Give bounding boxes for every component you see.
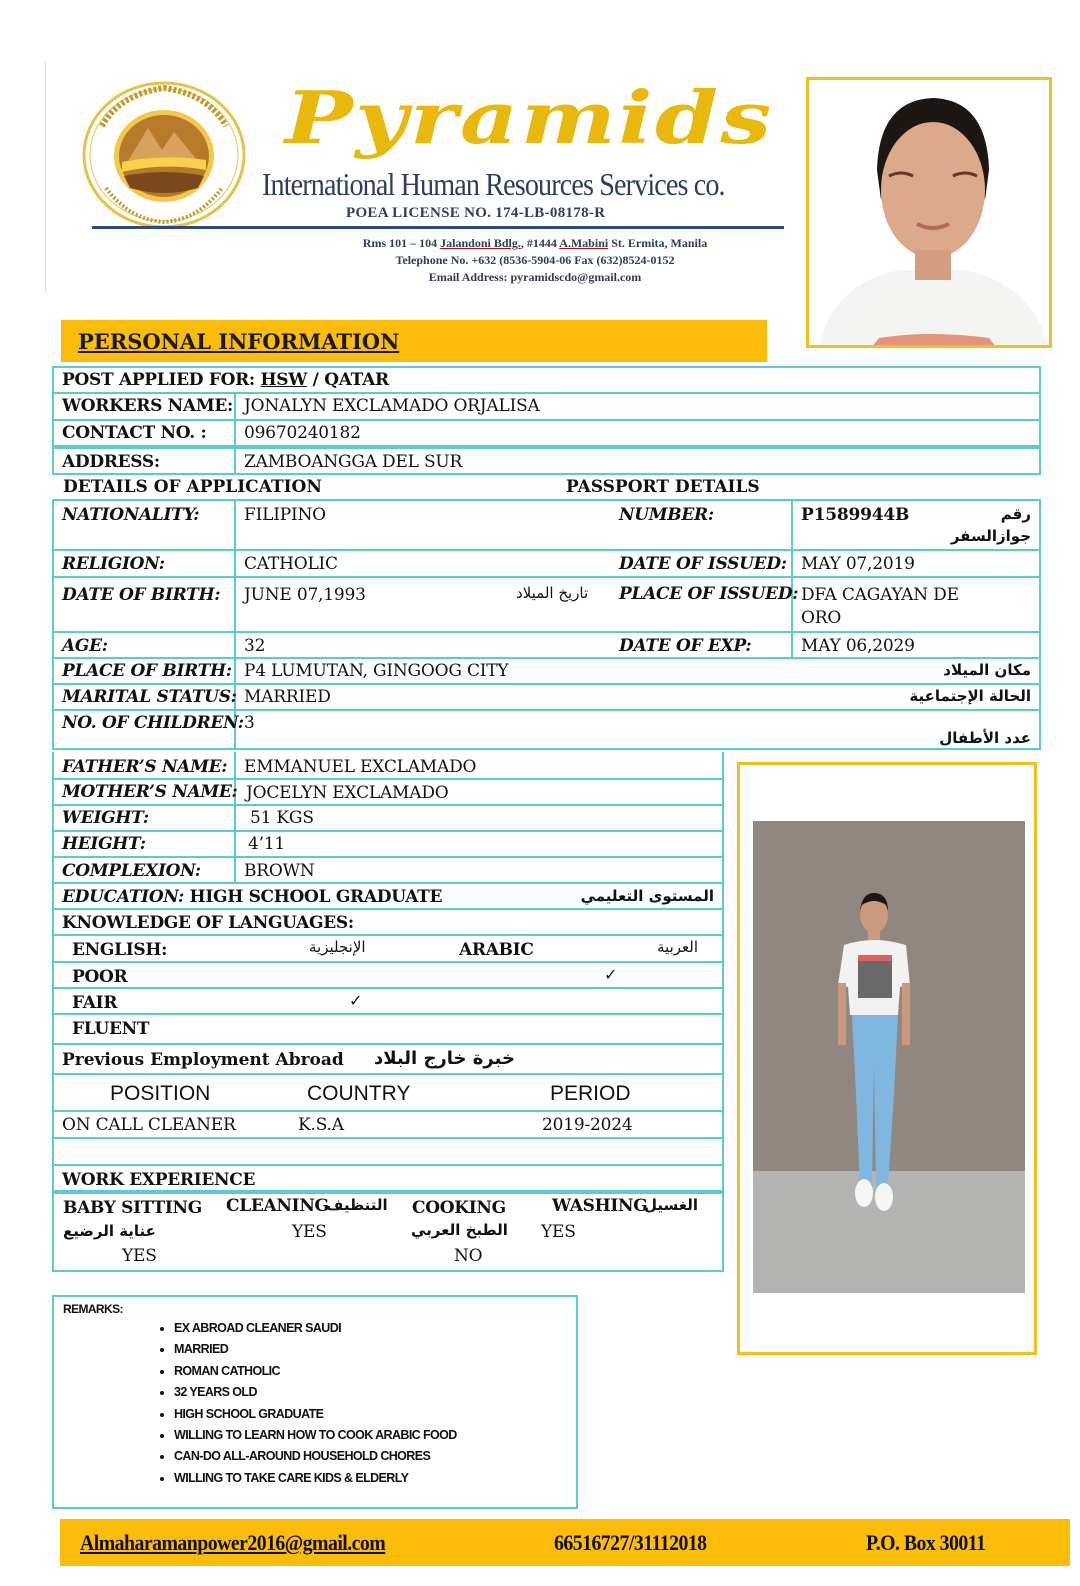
contact-row: [54, 421, 1039, 449]
place-issued-value: DFA CAGAYAN DE: [801, 585, 959, 605]
education-value: HIGH SCHOOL GRADUATE: [183, 887, 443, 907]
children-arabic: عدد الأطفال: [939, 729, 1031, 747]
remarks-box: [52, 1295, 578, 1509]
marital-status-value: MARRIED: [244, 687, 331, 707]
baby-sitting-label: BABY SITTING: [63, 1198, 203, 1218]
column-divider: [234, 394, 236, 419]
previous-employment-arabic: خبرة خارج البلاد: [374, 1048, 515, 1069]
children-label: NO. OF CHILDREN:: [62, 713, 244, 733]
footer-phone: 66516727/31112018: [554, 1530, 707, 1555]
washing-label: WASHING: [552, 1196, 648, 1216]
profile-table: [52, 752, 724, 1272]
date-exp-label: DATE OF EXP:: [619, 636, 752, 656]
employment-columns-row: [54, 1075, 722, 1112]
date-issued-value: MAY 07,2019: [801, 554, 915, 574]
weight-value: 51 KGS: [250, 808, 314, 828]
languages-heading-row: [54, 910, 722, 936]
personal-information-title: PERSONAL INFORMATION: [78, 329, 400, 354]
column-divider: [234, 421, 236, 445]
baby-sitting-value: YES: [122, 1246, 157, 1266]
work-experience-row: [54, 1194, 722, 1270]
remark-item: • CAN-DO ALL-AROUND HOUSEHOLD CHORES: [174, 1446, 457, 1467]
full-body-photo: [737, 762, 1037, 1355]
pyramids-logo-seal-icon: [80, 80, 248, 230]
column-divider: [234, 832, 236, 856]
place-of-birth-value: P4 LUMUTAN, GINGOOG CITY: [244, 661, 509, 681]
country-column-header: COUNTRY: [307, 1082, 411, 1105]
date-issued-label: DATE OF ISSUED:: [619, 554, 787, 574]
language-level-fair-row: [54, 989, 722, 1015]
column-divider: [791, 633, 793, 657]
header-left-rule: [45, 62, 46, 292]
employment-country: K.S.A: [298, 1115, 344, 1135]
period-column-header: PERIOD: [550, 1082, 631, 1105]
religion-label: RELIGION:: [62, 554, 165, 574]
address-suffix: St. Ermita, Manila: [608, 236, 708, 250]
work-experience-heading-row: [54, 1166, 722, 1194]
contact-value: 09670240182: [244, 423, 361, 443]
languages-header-row: [54, 936, 722, 963]
mother-name-label: MOTHER’S NAME:: [62, 782, 238, 802]
date-of-birth-arabic: تاريخ الميلاد: [516, 584, 589, 602]
father-name-row: [54, 752, 722, 780]
post-applied-label: [62, 370, 389, 390]
arabic-arabic: العربية: [657, 938, 698, 956]
place-of-birth-arabic: مكان الميلاد: [943, 661, 1031, 679]
header-divider: [92, 226, 784, 229]
education-row: [54, 884, 722, 910]
contact-label: CONTACT NO. :: [62, 423, 207, 443]
workers-name-label: WORKERS NAME:: [62, 396, 233, 416]
cooking-arabic: الطبخ العربي: [411, 1221, 508, 1239]
column-divider: [234, 578, 236, 631]
english-label: ENGLISH:: [72, 940, 168, 960]
column-divider: [234, 752, 236, 778]
column-divider: [234, 806, 236, 830]
height-row: [54, 832, 722, 858]
details-of-application-heading: DETAILS OF APPLICATION: [63, 477, 322, 497]
nationality-row: [54, 501, 1039, 551]
level-poor-label: POOR: [72, 967, 128, 987]
cleaning-value: YES: [292, 1222, 327, 1242]
language-level-poor-row: [54, 963, 722, 989]
religion-row: [54, 551, 1039, 578]
date-of-birth-label: DATE OF BIRTH:: [62, 585, 221, 605]
cooking-label: COOKING: [412, 1198, 506, 1218]
date-exp-value: MAY 06,2029: [801, 636, 915, 656]
remark-item: • HIGH SCHOOL GRADUATE: [174, 1404, 457, 1425]
weight-row: [54, 806, 722, 832]
height-value: 4’11: [248, 834, 286, 854]
passport-details-heading: PASSPORT DETAILS: [566, 477, 760, 497]
address-building: Jalandoni Bdlg.: [440, 236, 521, 250]
remark-item: • WILLING TO LEARN HOW TO COOK ARABIC FOOD: [174, 1425, 457, 1446]
age-row: [54, 633, 1039, 659]
date-of-birth-value: JUNE 07,1993: [244, 585, 366, 605]
education-label: [62, 887, 442, 907]
remark-item: • WILLING TO TAKE CARE KIDS & ELDERLY: [174, 1468, 457, 1489]
work-experience-heading: WORK EXPERIENCE: [62, 1170, 256, 1190]
address-row: [54, 449, 1039, 475]
level-fluent-label: FLUENT: [72, 1019, 150, 1039]
poea-license: POEA LICENSE NO. 174-LB-08178-R: [346, 205, 606, 221]
brand-name: Pyramids: [285, 75, 774, 160]
english-arabic: الإنجليزية: [309, 938, 366, 956]
languages-heading: KNOWLEDGE OF LANGUAGES:: [62, 913, 354, 933]
footer-po-box: P.O. Box 30011: [866, 1530, 986, 1555]
address-value: ZAMBOANGGA DEL SUR: [244, 452, 463, 472]
remark-item: • ROMAN CATHOLIC: [174, 1361, 457, 1382]
employment-position: ON CALL CLEANER: [62, 1115, 236, 1135]
level-fair-label: FAIR: [72, 993, 118, 1013]
post-applied-label-text: POST APPLIED FOR:: [62, 370, 261, 390]
address-number: , #1444: [520, 236, 560, 250]
washing-value: YES: [541, 1222, 576, 1242]
passport-number-value: P1589944B: [801, 505, 910, 525]
age-label: AGE:: [62, 636, 108, 656]
place-issued-value-2: ORO: [801, 608, 842, 628]
marital-status-arabic: الحالة الإجتماعية: [909, 687, 1031, 705]
remark-item: • EX ABROAD CLEANER SAUDI: [174, 1318, 457, 1339]
arabic-poor-check-icon: ✓: [604, 965, 618, 984]
previous-employment-heading-row: [54, 1045, 722, 1075]
post-applied-position: HSW: [260, 370, 308, 390]
religion-value: CATHOLIC: [244, 554, 338, 574]
address-prefix: Rms 101 – 104: [362, 236, 441, 250]
passport-number-arabic: رقم: [1000, 505, 1031, 523]
marital-status-row: [54, 685, 1039, 711]
cleaning-label: CLEANING: [226, 1196, 329, 1216]
children-row: [54, 711, 1039, 748]
remark-item: • 32 YEARS OLD: [174, 1382, 457, 1403]
column-divider: [234, 501, 236, 549]
english-fair-check-icon: ✓: [349, 991, 363, 1010]
language-level-fluent-row: [54, 1015, 722, 1045]
passport-number-arabic-2: جوازالسفر: [950, 527, 1031, 545]
details-passport-table: [52, 499, 1041, 750]
workers-name-row: [54, 394, 1039, 421]
nationality-label: NATIONALITY:: [62, 505, 200, 525]
cooking-value: NO: [454, 1246, 483, 1266]
mother-name-value: JOCELYN EXCLAMADO: [246, 783, 449, 803]
complexion-label: COMPLEXION:: [62, 861, 201, 881]
position-column-header: POSITION: [110, 1082, 211, 1105]
column-divider: [234, 858, 236, 882]
marital-status-label: MARITAL STATUS:: [62, 687, 237, 707]
employment-empty-row: [54, 1139, 722, 1166]
personal-info-table: [52, 366, 1041, 475]
place-of-birth-label: PLACE OF BIRTH:: [62, 661, 232, 681]
weight-label: WEIGHT:: [62, 808, 149, 828]
address-label: ADDRESS:: [62, 452, 160, 472]
remarks-list: [158, 1318, 457, 1489]
company-telephone: Telephone No. +632 (8536-5904-06 Fax (632)8524-0152: [395, 253, 675, 267]
remark-item: • MARRIED: [174, 1339, 457, 1360]
footer-bar: [60, 1519, 1070, 1566]
washing-arabic: الغسيل: [644, 1196, 699, 1214]
post-applied-country: / QATAR: [307, 370, 389, 390]
employment-period: 2019-2024: [542, 1115, 633, 1135]
height-label: HEIGHT:: [62, 834, 146, 854]
nationality-value: FILIPINO: [244, 505, 326, 525]
post-applied-row: [54, 368, 1039, 394]
arabic-label: ARABIC: [459, 940, 534, 960]
education-arabic: المستوى التعليمي: [580, 887, 714, 905]
footer-email-link[interactable]: Almaharamanpower2016@gmail.com: [80, 1530, 386, 1555]
father-name-label: FATHER’S NAME:: [62, 757, 228, 777]
baby-sitting-arabic: عناية الرضيع: [63, 1222, 156, 1240]
brand-subtitle: International Human Resources Services co.: [262, 166, 725, 202]
workers-name-value: JONALYN EXCLAMADO ORJALISA: [244, 396, 540, 416]
address-street: A.Mabini: [559, 236, 609, 250]
complexion-row: [54, 858, 722, 884]
column-divider: [234, 659, 236, 683]
employment-row: [54, 1112, 722, 1139]
children-value: 3: [244, 713, 255, 733]
headshot-photo: [806, 77, 1052, 348]
age-value: 32: [244, 636, 266, 656]
mother-name-row: [54, 780, 722, 806]
company-email: Email Address: pyramidscdo@gmail.com: [428, 270, 642, 284]
column-divider: [791, 501, 793, 549]
complexion-value: BROWN: [244, 861, 315, 881]
company-address: [260, 236, 810, 251]
previous-employment-heading: Previous Employment Abroad: [62, 1050, 344, 1070]
passport-number-label: NUMBER:: [619, 505, 714, 525]
column-divider: [234, 449, 236, 475]
education-label-text: EDUCATION:: [62, 887, 184, 907]
column-divider: [234, 633, 236, 657]
remarks-title: REMARKS:: [63, 1302, 123, 1316]
column-divider: [791, 551, 793, 576]
place-issued-label: PLACE OF ISSUED:: [619, 584, 799, 604]
place-of-birth-row: [54, 659, 1039, 685]
father-name-value: EMMANUEL EXCLAMADO: [244, 757, 477, 777]
cleaning-arabic: التنظيف: [326, 1196, 388, 1214]
date-of-birth-row: [54, 578, 1039, 633]
column-divider: [234, 551, 236, 576]
